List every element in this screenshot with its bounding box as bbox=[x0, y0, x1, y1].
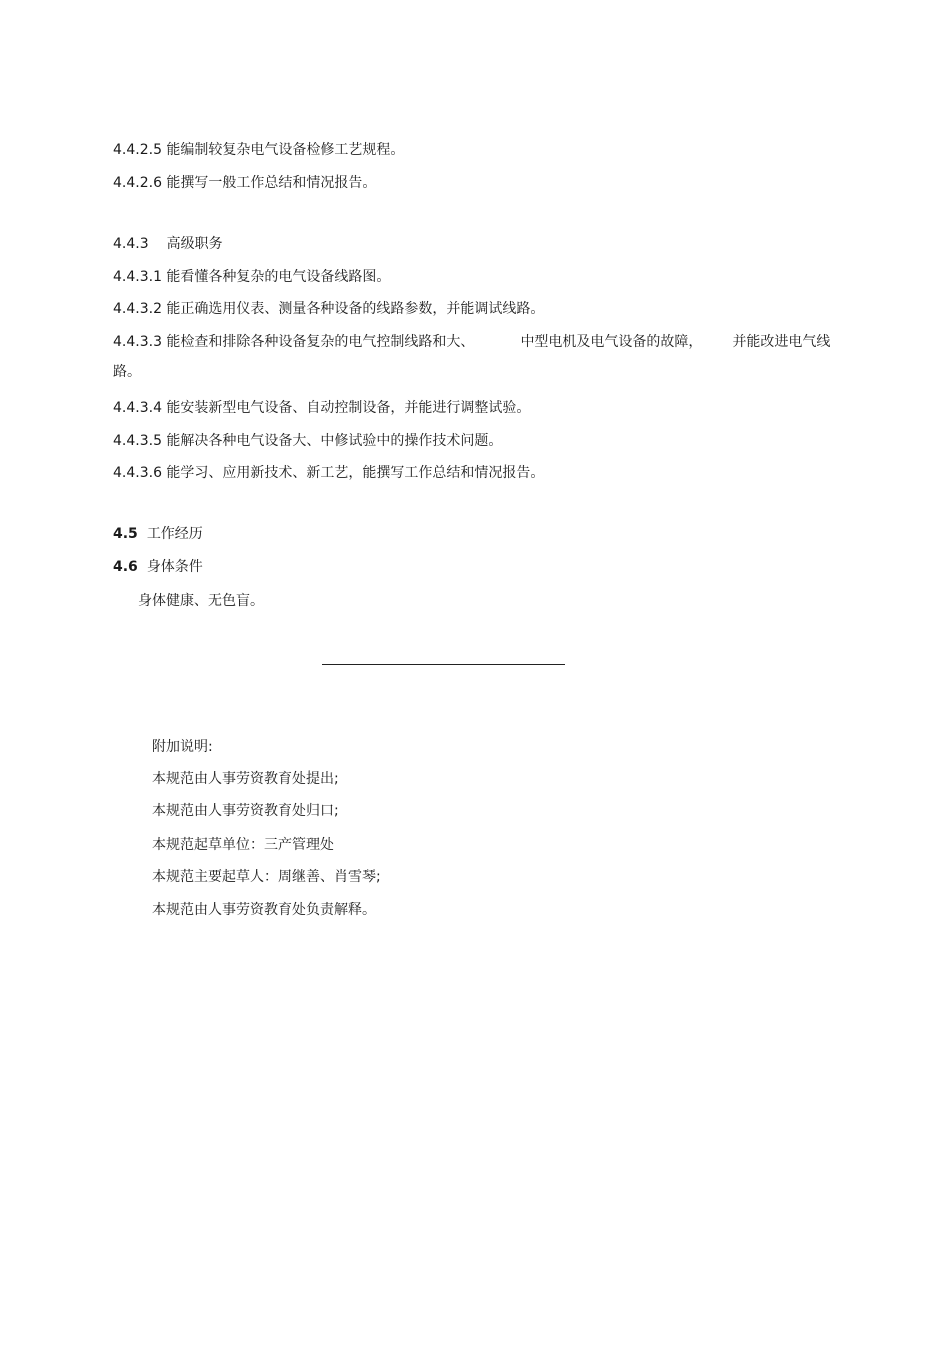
item-4-4-3-3-continued: 路。 bbox=[113, 364, 141, 380]
item-4-6-body: 身体健康、无色盲。 bbox=[138, 593, 264, 609]
item-4-4-3-1: 4.4.3.1 能看懂各种复杂的电气设备线路图。 bbox=[113, 269, 391, 285]
item-4-4-3-3-part-a: 4.4.3.3 能检查和排除各种设备复杂的电气控制线路和大、 bbox=[113, 334, 475, 350]
item-4-4-2-5: 4.4.2.5 能编制较复杂电气设备检修工艺规程。 bbox=[113, 142, 405, 158]
end-divider bbox=[322, 664, 565, 665]
heading-4-6 bbox=[113, 558, 203, 576]
notes-line-1: 本规范由人事劳资教育处提出; bbox=[152, 771, 339, 787]
notes-heading: 附加说明: bbox=[152, 739, 213, 755]
notes-line-3: 本规范起草单位：三产管理处 bbox=[152, 837, 334, 853]
heading-4-4-3-title: 高级职务 bbox=[166, 236, 223, 252]
item-4-4-3-4: 4.4.3.4 能安装新型电气设备、自动控制设备，并能进行调整试验。 bbox=[113, 400, 531, 416]
item-4-4-3-3-part-c: 并能改进电气线 bbox=[732, 334, 831, 350]
item-4-4-3-5: 4.4.3.5 能解决各种电气设备大、中修试验中的操作技术问题。 bbox=[113, 433, 503, 449]
item-4-4-2-6: 4.4.2.6 能撰写一般工作总结和情况报告。 bbox=[113, 175, 377, 191]
heading-4-5-title: 工作经历 bbox=[146, 526, 203, 542]
heading-4-6-number: 4.6 bbox=[113, 559, 138, 575]
heading-4-5 bbox=[113, 525, 203, 543]
notes-line-4: 本规范主要起草人：周继善、肖雪琴; bbox=[152, 869, 381, 885]
notes-line-2: 本规范由人事劳资教育处归口; bbox=[152, 803, 339, 819]
item-4-4-3-6: 4.4.3.6 能学习、应用新技术、新工艺，能撰写工作总结和情况报告。 bbox=[113, 465, 545, 481]
item-4-4-3-3 bbox=[113, 333, 853, 351]
item-4-4-3-3-part-b: 中型电机及电气设备的故障， bbox=[520, 334, 703, 350]
heading-4-6-title: 身体条件 bbox=[146, 559, 203, 575]
notes-line-5: 本规范由人事劳资教育处负责解释。 bbox=[152, 902, 376, 918]
heading-4-5-number: 4.5 bbox=[113, 526, 138, 542]
heading-4-4-3 bbox=[113, 235, 223, 253]
heading-4-4-3-number: 4.4.3 bbox=[113, 236, 149, 252]
item-4-4-3-2: 4.4.3.2 能正确选用仪表、测量各种设备的线路参数，并能调试线路。 bbox=[113, 301, 545, 317]
